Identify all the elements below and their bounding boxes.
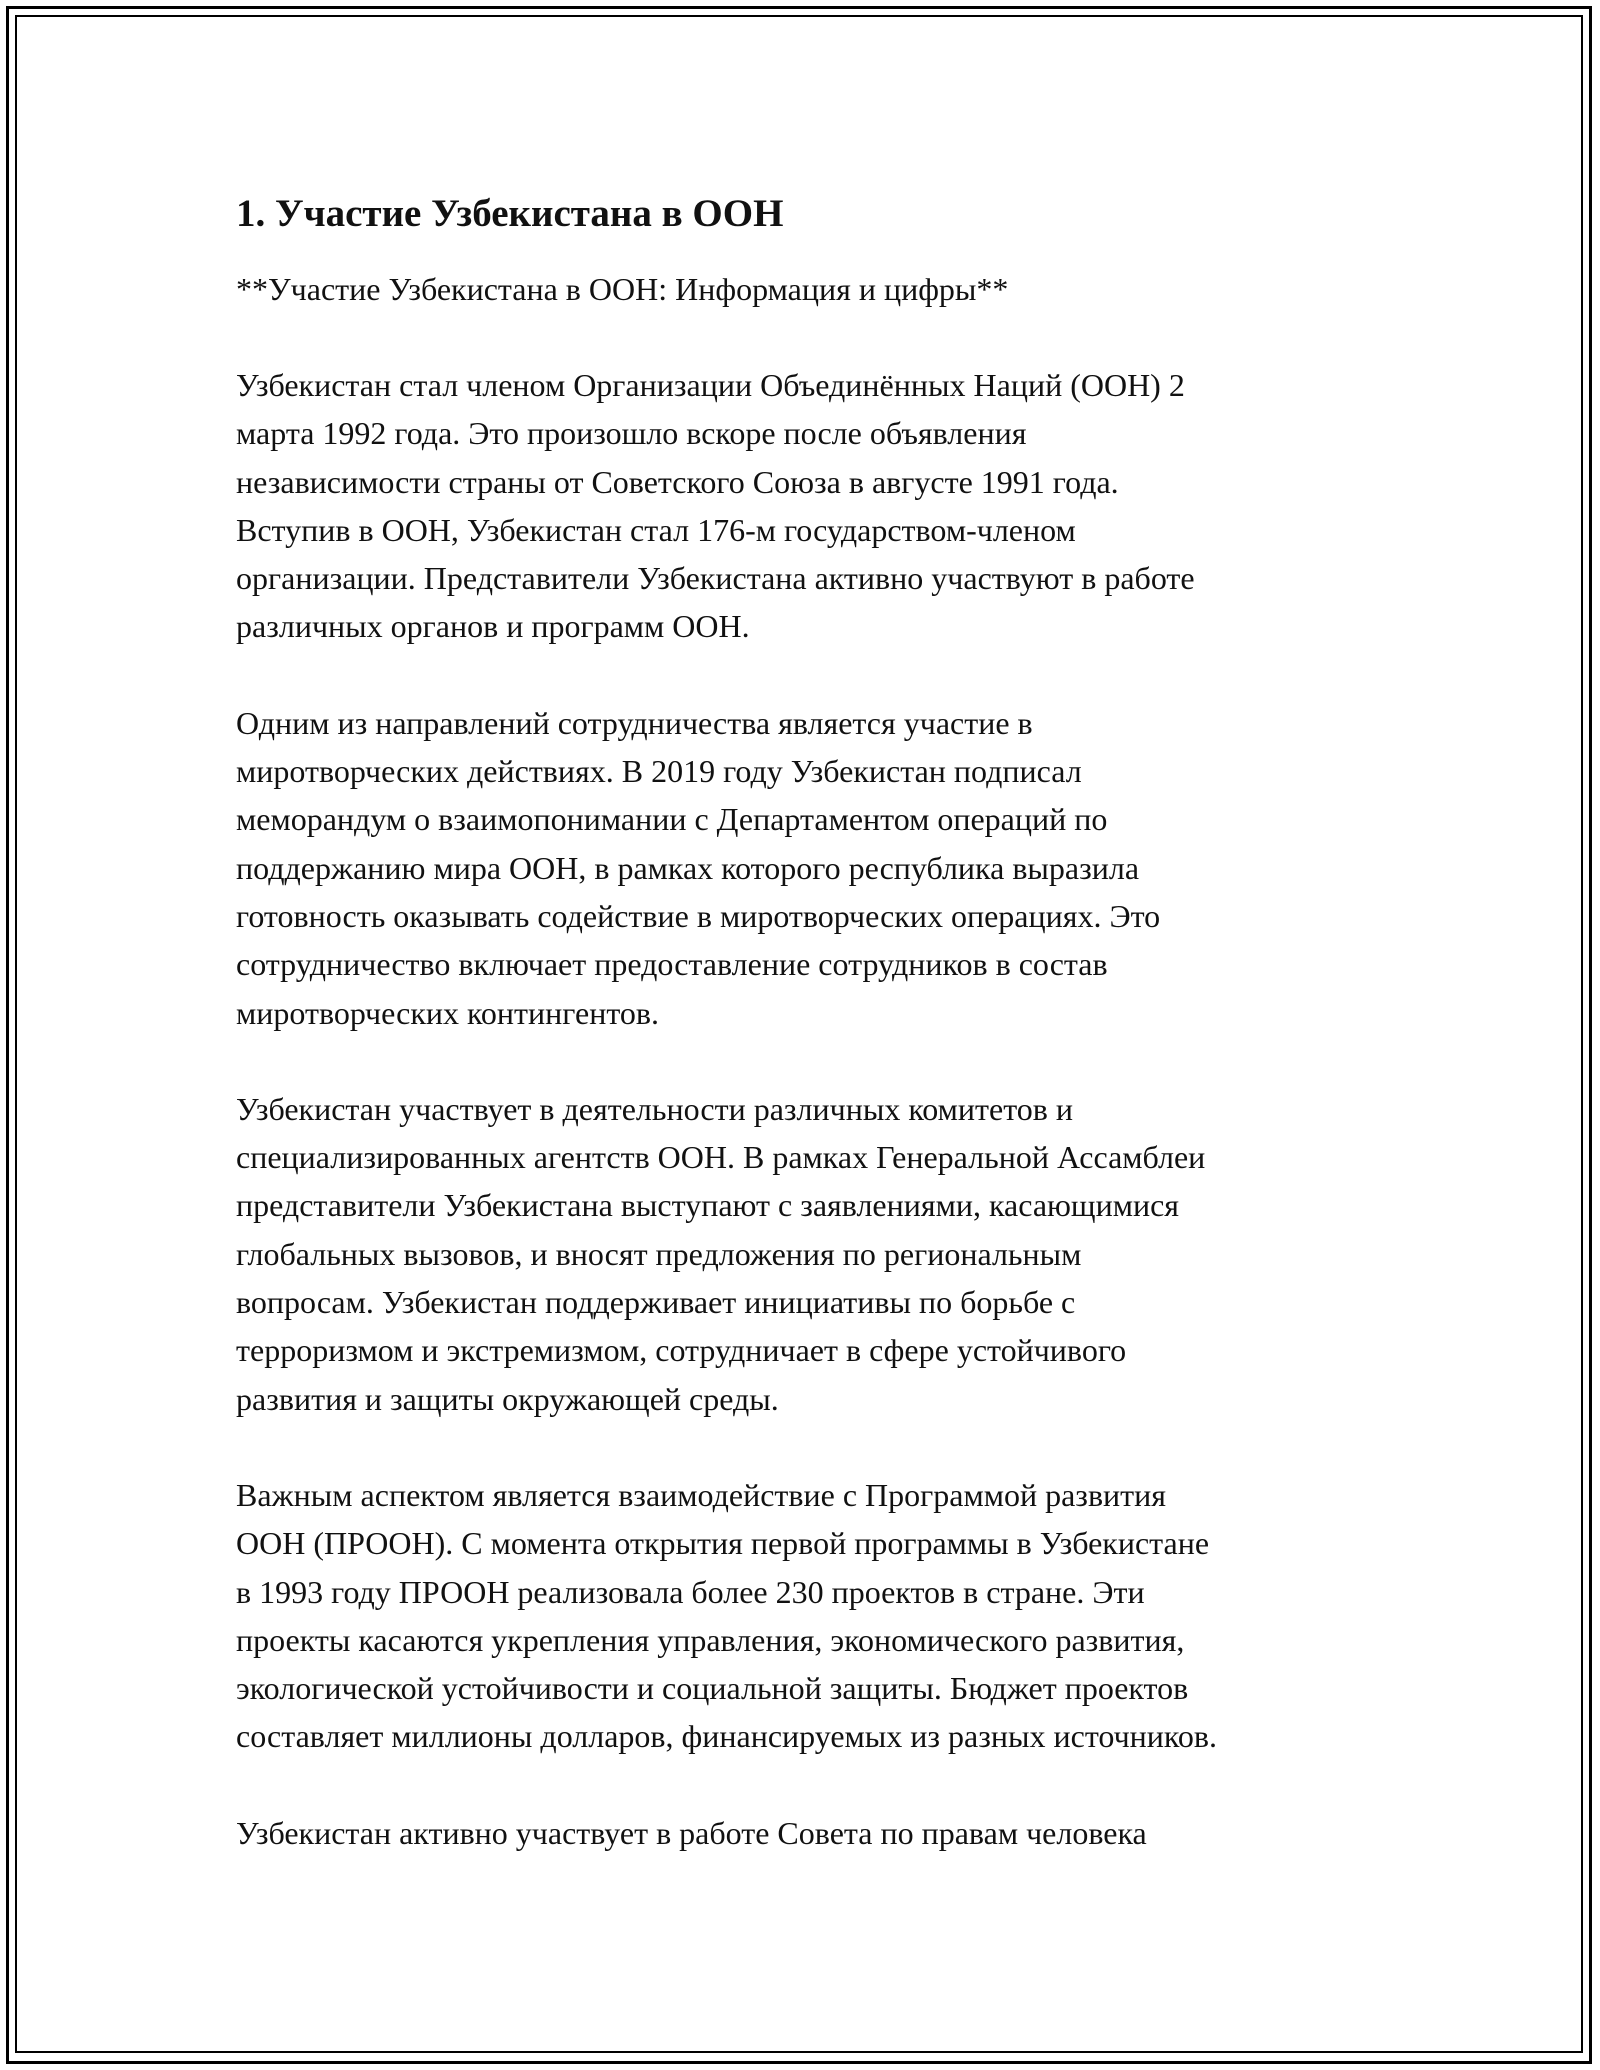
paragraph-line: проекты касаются укрепления управления, экономического развития, [236, 1621, 1185, 1658]
paragraph-line: различных органов и программ ООН. [236, 608, 750, 645]
paragraph-line: сотрудничество включает предоставление сотрудников в состав [236, 946, 1108, 983]
paragraph-line: в 1993 году ПРООН реализовала более 230 проектов в стране. Эти [236, 1573, 1145, 1610]
paragraph-line: специализированных агентств ООН. В рамках Генеральной Ассамблеи [236, 1139, 1206, 1176]
paragraph-line: Вступив в ООН, Узбекистан стал 176-м государством-членом [236, 511, 1076, 548]
paragraph-line: поддержанию мира ООН, в рамках которого республика выразила [236, 849, 1140, 886]
paragraph-line: Узбекистан стал членом Организации Объединённых Наций (ООН) 2 [236, 367, 1185, 403]
paragraph-line: готовность оказывать содействие в миротворческих операциях. Это [236, 897, 1161, 934]
paragraph-line: ООН (ПРООН). С момента открытия первой программы в Узбекистане [236, 1525, 1210, 1562]
paragraph-line: развития и защиты окружающей среды. [236, 1380, 779, 1417]
paragraph [236, 1809, 1386, 1857]
paragraph [236, 1085, 1386, 1423]
paragraph-line: меморандум о взаимопонимании с Департаментом операций по [236, 801, 1108, 838]
paragraph-line: Одним из направлений сотрудничества является участие в [236, 704, 1033, 741]
paragraph [236, 361, 1386, 651]
paragraph-line: миротворческих контингентов. [236, 994, 659, 1031]
document-body [236, 361, 1386, 1857]
paragraph-line: представители Узбекистана выступают с заявлениями, касающимися [236, 1187, 1179, 1224]
paragraph-line: экологической устойчивости и социальной защиты. Бюджет проектов [236, 1670, 1189, 1707]
paragraph-line: вопросам. Узбекистан поддерживает инициативы по борьбе с [236, 1284, 1076, 1321]
paragraph-line: независимости страны от Советского Союза в августе 1991 года. [236, 463, 1119, 500]
paragraph-line: миротворческих действиях. В 2019 году Узбекистан подписал [236, 753, 1082, 790]
paragraph-line: марта 1992 года. Это произошло вскоре после объявления [236, 415, 1027, 452]
paragraph-line: Узбекистан активно участвует в работе Совета по правам человека [236, 1814, 1147, 1851]
paragraph-line: Узбекистан участвует в деятельности различных комитетов и [236, 1090, 1074, 1127]
paragraph-line: организации. Представители Узбекистана активно участвуют в работе [236, 560, 1195, 597]
paragraph-line: составляет миллионы долларов, финансируемых из разных источников. [236, 1718, 1217, 1755]
paragraph [236, 1471, 1386, 1761]
document-page [236, 190, 1386, 1905]
paragraph-line: терроризмом и экстремизмом, сотрудничает в сфере устойчивого [236, 1332, 1127, 1369]
paragraph-line: глобальных вызовов, и вносят предложения по региональным [236, 1235, 1082, 1272]
paragraph-line: Важным аспектом является взаимодействие с Программой развития [236, 1476, 1166, 1513]
paragraph [236, 699, 1386, 1037]
document-title: 1. Участие Узбекистана в ООН [236, 192, 784, 235]
document-subtitle: **Участие Узбекистана в ООН: Информация и цифры** [236, 271, 1009, 307]
